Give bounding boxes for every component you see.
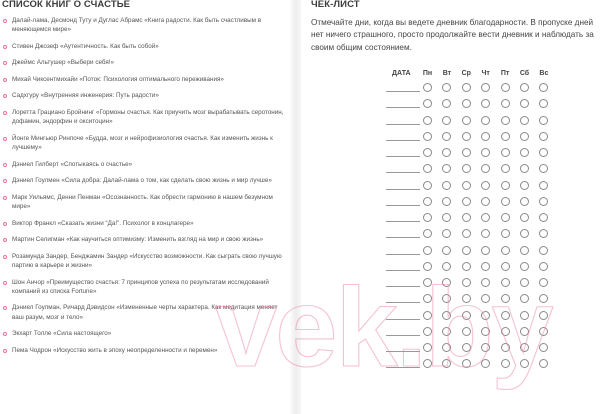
day-checkbox[interactable] [423, 229, 432, 238]
day-checkbox[interactable] [481, 294, 490, 303]
book-item [0, 193, 286, 212]
date-line[interactable] [386, 335, 420, 336]
watermark: vek.by [215, 265, 552, 390]
day-checkbox[interactable] [539, 132, 548, 141]
day-checkbox[interactable] [501, 116, 510, 125]
day-checkbox[interactable] [442, 148, 451, 157]
day-checkbox[interactable] [462, 311, 471, 320]
date-line[interactable] [386, 302, 420, 303]
day-checkbox[interactable] [481, 229, 490, 238]
day-checkbox[interactable] [501, 83, 510, 92]
day-checkbox[interactable] [423, 262, 432, 271]
book-item [0, 346, 286, 355]
day-checkbox[interactable] [539, 164, 548, 173]
day-checkbox[interactable] [481, 197, 490, 206]
day-checkbox[interactable] [423, 246, 432, 255]
day-checkbox[interactable] [501, 311, 510, 320]
day-checkbox[interactable] [462, 181, 471, 190]
day-checkbox[interactable] [442, 213, 451, 222]
book-item [0, 252, 286, 271]
date-line[interactable] [386, 351, 420, 352]
day-checkbox[interactable] [501, 213, 510, 222]
day-checkbox[interactable] [501, 132, 510, 141]
book-text: Далай-лама, Десмонд Туту и Дуглас Абрамс «Книга радости. Как быть счастливым в меняющемся мире» [12, 17, 262, 34]
day-checkbox[interactable] [462, 83, 471, 92]
day-header: Сб [519, 70, 530, 77]
day-checkbox[interactable] [539, 181, 548, 190]
day-checkbox[interactable] [520, 181, 529, 190]
day-header: Вс [539, 70, 549, 77]
bullet-icon [3, 45, 7, 49]
day-header: Чт [481, 70, 490, 77]
day-checkbox[interactable] [423, 99, 432, 108]
book-item [0, 108, 286, 127]
book-text: Джеймс Альтушер «Выбери себя!» [12, 59, 115, 67]
day-checkbox[interactable] [539, 262, 548, 271]
date-line[interactable] [386, 270, 420, 271]
book-text: Стивен Джозеф «Аутентичность. Как быть собой» [12, 42, 159, 50]
date-line[interactable] [386, 254, 420, 255]
book-text: Экхарт Толле «Сила настоящего» [12, 330, 112, 338]
bullet-icon [3, 163, 7, 167]
day-checkbox[interactable] [442, 311, 451, 320]
day-checkbox[interactable] [501, 99, 510, 108]
book-text: Марк Уильямс, Денни Пенман «Осознанность. Как обрести гармонию в нашем безумном мире» [12, 193, 273, 211]
day-checkbox[interactable] [462, 229, 471, 238]
day-checkbox[interactable] [520, 197, 529, 206]
day-checkbox[interactable] [462, 148, 471, 157]
day-checkbox[interactable] [520, 164, 529, 173]
day-checkbox[interactable] [501, 359, 510, 368]
day-checkbox[interactable] [481, 359, 490, 368]
book-text: Садхгуру «Внутренняя инженерия: Путь радости» [12, 92, 159, 100]
book-text: Шон Анчор «Преимущество счастья: 7 принципов успеха по результатам исследований компаний из списка Fortune» [12, 278, 269, 295]
day-header: Ср [461, 70, 471, 77]
book-text: Пема Чодрон «Искусство жить в эпоху неопределенности и перемен» [12, 346, 218, 354]
day-checkbox[interactable] [423, 181, 432, 190]
book-item [0, 58, 286, 67]
day-checkbox[interactable] [520, 311, 529, 320]
day-checkbox[interactable] [423, 213, 432, 222]
book-item [0, 134, 286, 153]
date-line[interactable] [386, 124, 420, 125]
date-line[interactable] [386, 221, 420, 222]
day-checkbox[interactable] [462, 197, 471, 206]
day-checkbox[interactable] [501, 148, 510, 157]
day-checkbox[interactable] [481, 148, 490, 157]
book-text: Михай Чиксентмихайи «Поток: Психология оптимального переживания» [12, 75, 224, 83]
day-checkbox[interactable] [462, 132, 471, 141]
book-text: Мартин Селигман «Как научиться оптимизму: Изменить взгляд на мир и свою жизнь» [12, 236, 264, 244]
day-checkbox[interactable] [481, 83, 490, 92]
day-checkbox[interactable] [442, 132, 451, 141]
day-checkbox[interactable] [462, 278, 471, 287]
date-line[interactable] [386, 172, 420, 173]
day-checkbox[interactable] [539, 229, 548, 238]
book-text: Виктор Франкл «Сказать жизни “Да!”. Психолог в концлагере» [12, 219, 194, 227]
day-checkbox[interactable] [539, 343, 548, 352]
book-item [0, 219, 286, 228]
day-checkbox[interactable] [520, 213, 529, 222]
day-checkbox[interactable] [442, 116, 451, 125]
day-header: Вт [442, 70, 452, 77]
day-checkbox[interactable] [520, 116, 529, 125]
day-checkbox[interactable] [423, 132, 432, 141]
book-list [0, 16, 286, 362]
book-text: Дэниел Гилберт «Спотыкаясь о счастье» [12, 160, 133, 168]
day-checkbox[interactable] [462, 246, 471, 255]
checklist-intro: Отмечайте дни, когда вы ведете дневник благодарности. В пропуске дней нет ничего страшного, просто продолжайте вести дневник и наблюдать за своим общим состоянием. [311, 18, 594, 52]
day-checkbox[interactable] [539, 327, 548, 336]
date-line[interactable] [386, 156, 420, 157]
bullet-icon [3, 61, 7, 65]
day-checkbox[interactable] [501, 181, 510, 190]
book-item [0, 91, 286, 100]
date-line[interactable] [386, 107, 420, 108]
day-checkbox[interactable] [442, 181, 451, 190]
day-checkbox[interactable] [442, 262, 451, 271]
bullet-icon [3, 349, 7, 353]
bullet-icon [3, 255, 7, 259]
bullet-icon [3, 94, 7, 98]
day-checkbox[interactable] [520, 343, 529, 352]
book-item [0, 42, 286, 51]
day-checkbox[interactable] [423, 294, 432, 303]
day-checkbox[interactable] [442, 229, 451, 238]
bullet-icon [3, 306, 7, 310]
date-line[interactable] [386, 189, 420, 190]
book-text: Дэниел Гоулман, Ричард Дэвидсон «Измененные черты характера. Как медитация меняет ваш разум, мозг и тело» [12, 304, 278, 321]
day-checkbox[interactable] [423, 359, 432, 368]
day-checkbox[interactable] [539, 246, 548, 255]
day-checkbox[interactable] [462, 164, 471, 173]
bullet-icon [3, 238, 7, 242]
day-header: Пн [422, 70, 433, 77]
day-checkbox[interactable] [481, 132, 490, 141]
date-line[interactable] [386, 205, 420, 206]
day-checkbox[interactable] [520, 132, 529, 141]
left-page [0, 0, 288, 414]
day-checkbox[interactable] [481, 213, 490, 222]
day-checkbox[interactable] [520, 99, 529, 108]
day-checkbox[interactable] [423, 278, 432, 287]
day-checkbox[interactable] [462, 359, 471, 368]
day-checkbox[interactable] [462, 343, 471, 352]
day-checkbox[interactable] [539, 99, 548, 108]
right-page [302, 0, 600, 414]
day-checkbox[interactable] [539, 278, 548, 287]
day-checkbox[interactable] [442, 278, 451, 287]
book-item [0, 278, 286, 297]
book-item [0, 160, 286, 169]
day-checkbox[interactable] [462, 327, 471, 336]
book-text: Йонге Мингьюр Ринпоче «Будда, мозг и нейрофизиология счастья. Как изменить жизнь к лучшему» [12, 134, 273, 152]
day-checkbox[interactable] [501, 246, 510, 255]
day-checkbox[interactable] [520, 229, 529, 238]
day-checkbox[interactable] [501, 197, 510, 206]
date-line[interactable] [386, 286, 420, 287]
day-checkbox[interactable] [501, 229, 510, 238]
bullet-icon [3, 281, 7, 285]
book-text: Лоретта Грациано Бройнинг «Гормоны счастья. Как приучить мозг вырабатывать серотонин, дофамин, эндорфин и окситоцин» [12, 108, 284, 126]
day-checkbox[interactable] [520, 246, 529, 255]
day-checkbox[interactable] [462, 213, 471, 222]
book-text: Дэниел Гоулмен «Сила добра: Далай-лама о том, как сделать свою жизнь и мир лучше» [12, 177, 272, 185]
day-checkbox[interactable] [539, 213, 548, 222]
day-checkbox[interactable] [481, 343, 490, 352]
book-text: Розамунда Зандер, Бенджамин Зандер «Искусство возможности. Как сыграть свою лучшую партию в карьере и жизни» [12, 252, 282, 270]
bullet-icon [3, 111, 7, 115]
date-line[interactable] [386, 140, 420, 141]
day-checkbox[interactable] [539, 311, 548, 320]
day-checkbox[interactable] [520, 278, 529, 287]
day-checkbox[interactable] [481, 181, 490, 190]
date-line[interactable] [386, 91, 420, 92]
day-checkbox[interactable] [520, 327, 529, 336]
day-checkbox[interactable] [462, 262, 471, 271]
day-header: Пт [500, 70, 510, 77]
day-checkbox[interactable] [539, 83, 548, 92]
day-checkbox[interactable] [520, 83, 529, 92]
day-checkbox[interactable] [442, 164, 451, 173]
bullet-icon [3, 332, 7, 336]
day-checkbox[interactable] [481, 311, 490, 320]
day-checkbox[interactable] [539, 148, 548, 157]
bullet-icon [3, 19, 7, 23]
day-checkbox[interactable] [442, 343, 451, 352]
checklist-title: ЧЕК-ЛИСТ [311, 0, 360, 10]
day-checkbox[interactable] [520, 148, 529, 157]
book-item [0, 75, 286, 84]
bullet-icon [3, 196, 7, 200]
page-gutter [289, 0, 301, 414]
day-checkbox[interactable] [501, 343, 510, 352]
day-checkbox[interactable] [481, 164, 490, 173]
book-item [0, 176, 286, 185]
day-checkbox[interactable] [481, 262, 490, 271]
day-checkbox[interactable] [539, 197, 548, 206]
day-checkbox[interactable] [462, 99, 471, 108]
day-checkbox[interactable] [442, 246, 451, 255]
day-checkbox[interactable] [462, 294, 471, 303]
day-checkbox[interactable] [423, 164, 432, 173]
book-item [0, 16, 286, 35]
day-checkbox[interactable] [501, 327, 510, 336]
day-checkbox[interactable] [501, 278, 510, 287]
day-checkbox[interactable] [442, 294, 451, 303]
date-line[interactable] [386, 367, 420, 368]
day-checkbox[interactable] [462, 116, 471, 125]
day-checkbox[interactable] [501, 294, 510, 303]
day-checkbox[interactable] [539, 116, 548, 125]
day-checkbox[interactable] [520, 294, 529, 303]
day-checkbox[interactable] [481, 278, 490, 287]
day-checkbox[interactable] [442, 197, 451, 206]
day-checkbox[interactable] [423, 311, 432, 320]
day-checkbox[interactable] [442, 83, 451, 92]
bullet-icon [3, 179, 7, 183]
bullet-icon [3, 78, 7, 82]
day-checkbox[interactable] [423, 197, 432, 206]
day-checkbox[interactable] [481, 327, 490, 336]
day-checkbox[interactable] [442, 99, 451, 108]
date-line[interactable] [386, 319, 420, 320]
day-checkbox[interactable] [442, 359, 451, 368]
day-checkbox[interactable] [481, 246, 490, 255]
day-checkbox[interactable] [423, 327, 432, 336]
day-checkbox[interactable] [520, 262, 529, 271]
day-checkbox[interactable] [442, 327, 451, 336]
book-list-title: СПИСОК КНИГ О СЧАСТЬЕ [2, 0, 131, 10]
book-item [0, 235, 286, 244]
book-item [0, 303, 286, 322]
day-checkbox[interactable] [539, 359, 548, 368]
bullet-icon [3, 137, 7, 141]
day-checkbox[interactable] [501, 164, 510, 173]
day-checkbox[interactable] [423, 116, 432, 125]
day-checkbox[interactable] [423, 83, 432, 92]
day-checkbox[interactable] [481, 116, 490, 125]
date-column-header: ДАТА [392, 70, 411, 77]
bullet-icon [3, 222, 7, 226]
book-item [0, 329, 286, 338]
day-checkbox[interactable] [481, 99, 490, 108]
day-checkbox[interactable] [423, 148, 432, 157]
day-checkbox[interactable] [423, 343, 432, 352]
date-line[interactable] [386, 237, 420, 238]
day-checkbox[interactable] [539, 294, 548, 303]
day-checkbox[interactable] [501, 262, 510, 271]
day-checkbox[interactable] [520, 359, 529, 368]
